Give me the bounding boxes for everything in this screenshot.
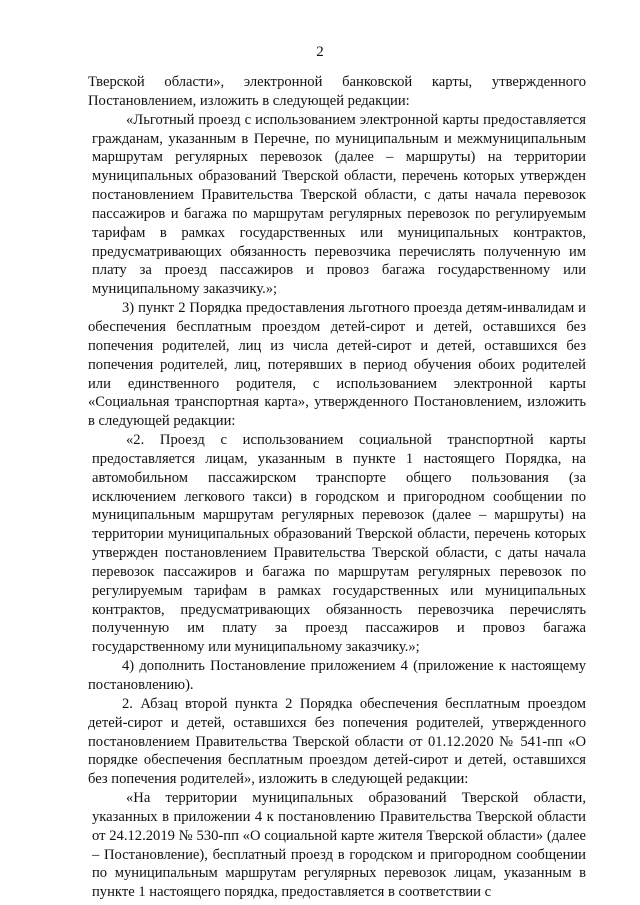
paragraph-quote-social-card: «2. Проезд с использованием социальной транспортной карты предоставляется лицам, указанным в пункте 1 настоящего Порядка, на автомобильном пассажирском транспорте общего пользования (за исключением легкового такси) в городском и пригородном сообщении по муниципальным маршрутам регулярных перевозок (далее – маршруты) на территории муниципальных образований Тверской области, перечень которых утвержден постановлением Правительства Тверской области, с даты начала перевозок пассажиров и багажа по маршрутам регулярных перевозок по регулируемым тарифам в рамках государственных или муниципальных контрактов, предусматривающих обязанность перевозчика перечислять полученную им плату за проезд пассажиров и провоз багажа государственному или муниципальному заказчику.»;: [92, 432, 586, 656]
paragraph-quote-free-travel: «На территории муниципальных образований Тверской области, указанных в приложении 4 к постановлению Правительства Тверской области от 24.12.2019 № 530-пп «О социальной карте жителя Тверской области» (далее – Постановление), бесплатный проезд в городском и пригородном сообщении по муниципальным маршрутам регулярных перевозок лицам, указанным в пункте 1 настоящего порядка, предоставляется в соответствии с: [92, 790, 586, 901]
page-number: 2: [316, 44, 324, 60]
paragraph-continuation: Тверской области», электронной банковской карты, утвержденного Постановлением, изложить в следующей редакции:: [88, 74, 586, 109]
paragraph-item-3: 3) пункт 2 Порядка предоставления льготного проезда детям-инвалидам и обеспечения бесплатным проездом детей-сирот и детей, оставшихся без попечения родителей, лиц из числа детей-сирот и детей, оставшихся без попечения родителей, лиц, потерявших в период обучения обоих родителей или единственного родителя, с использованием электронной карты «Социальная транспортная карта», утвержденного Постановлением, изложить в следующей редакции:: [88, 300, 586, 430]
paragraph-item-4: 4) дополнить Постановление приложением 4 (приложение к настоящему постановлению).: [88, 658, 586, 693]
document-body: [88, 73, 586, 902]
paragraph-section-2: 2. Абзац второй пункта 2 Порядка обеспечения бесплатным проездом детей-сирот и детей, оставшихся без попечения родителей, утвержденного постановлением Правительства Тверской области от 01.12.2020 № 541-пп «О порядке обеспечения бесплатным проездом детей-сирот и детей, оставшихся без попечения родителей», изложить в следующей редакции:: [88, 695, 586, 788]
paragraph-quote-preferential-travel: «Льготный проезд с использованием электронной карты предоставляется гражданам, указанным в Перечне, по муниципальным и межмуниципальным маршрутам регулярных перевозок (далее – маршруты) на территории муниципальных образований Тверской области, перечень которых утвержден постановлением Правительства Тверской области, с даты начала перевозок пассажиров и багажа по маршрутам регулярных перевозок по регулируемым тарифам в рамках государственных или муниципальных контрактов, предусматривающих обязанность перевозчика перечислять полученную им плату за проезд пассажиров и провоз багажа государственному или муниципальному заказчику.»;: [92, 111, 586, 298]
